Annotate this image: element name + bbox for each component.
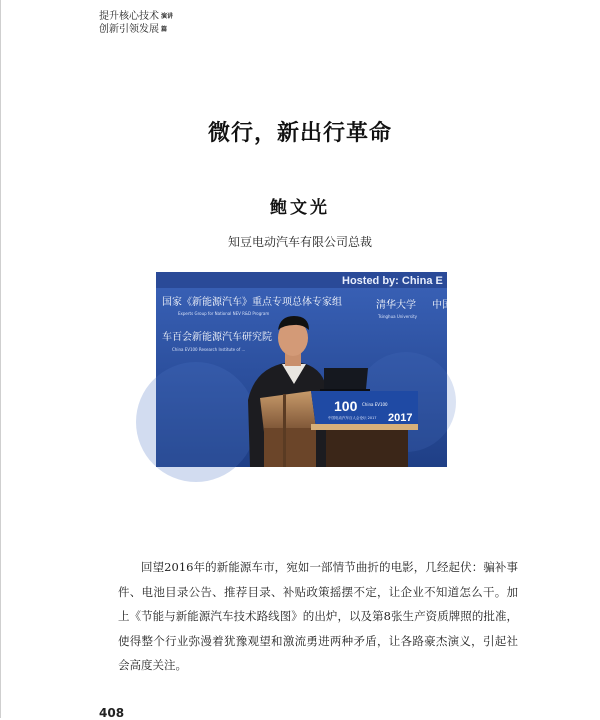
banner-line2-en: China EV100 Research Institute of ...	[172, 347, 246, 352]
header-side-2: 篇	[161, 26, 168, 33]
podium-year: 2017	[388, 412, 413, 424]
page-number: 408	[99, 706, 125, 720]
page-edge	[0, 0, 1, 718]
banner-partner: 清华大学	[376, 300, 416, 311]
podium-logo-sub: China EV100	[362, 402, 388, 407]
author-affiliation: 知豆电动汽车有限公司总裁	[227, 235, 372, 249]
banner-partner-2: 中国	[432, 300, 452, 311]
header-line-2: 创新引领发展	[99, 24, 159, 35]
speaker-photo-graphic	[156, 272, 452, 467]
running-header	[99, 10, 173, 36]
header-side-1: 演讲	[161, 13, 174, 20]
banner-partner-en: Tsinghua University	[378, 314, 418, 319]
article-title: 微行，新出行革命	[207, 121, 392, 146]
banner-line2-cn: 车百会新能源汽车研究院	[162, 332, 272, 343]
laptop	[320, 368, 370, 392]
banner-hosted: Hosted by: China E	[342, 275, 443, 287]
article-body	[118, 555, 518, 678]
speaker-photo	[156, 272, 452, 467]
author-name: 鲍文光	[270, 198, 330, 218]
header-line-1: 提升核心技术	[99, 11, 159, 22]
backdrop-swirl	[136, 362, 256, 482]
podium-logo: 100	[334, 398, 358, 414]
banner-line1-en: Experts Group for National NEV R&D Program	[178, 311, 270, 316]
banner-line1-cn: 国家《新能源汽车》重点专项总体专家组	[162, 297, 342, 308]
podium-caption: 中国电动汽车百人会论坛 2017	[328, 416, 377, 420]
body-paragraph: 回望2016年的新能源车市，宛如一部情节曲折的电影，几经起伏：骗补事件、电池目录公告、推荐目录、补贴政策摇摆不定，让企业不知道怎么干。加上《节能与新能源汽车技术路线图》的出炉，以及第8张生产资质牌照的批准，使得整个行业弥漫着犹豫观望和激流勇进两种矛盾，让各路豪杰演义，引起社会高度关注。	[118, 560, 518, 672]
